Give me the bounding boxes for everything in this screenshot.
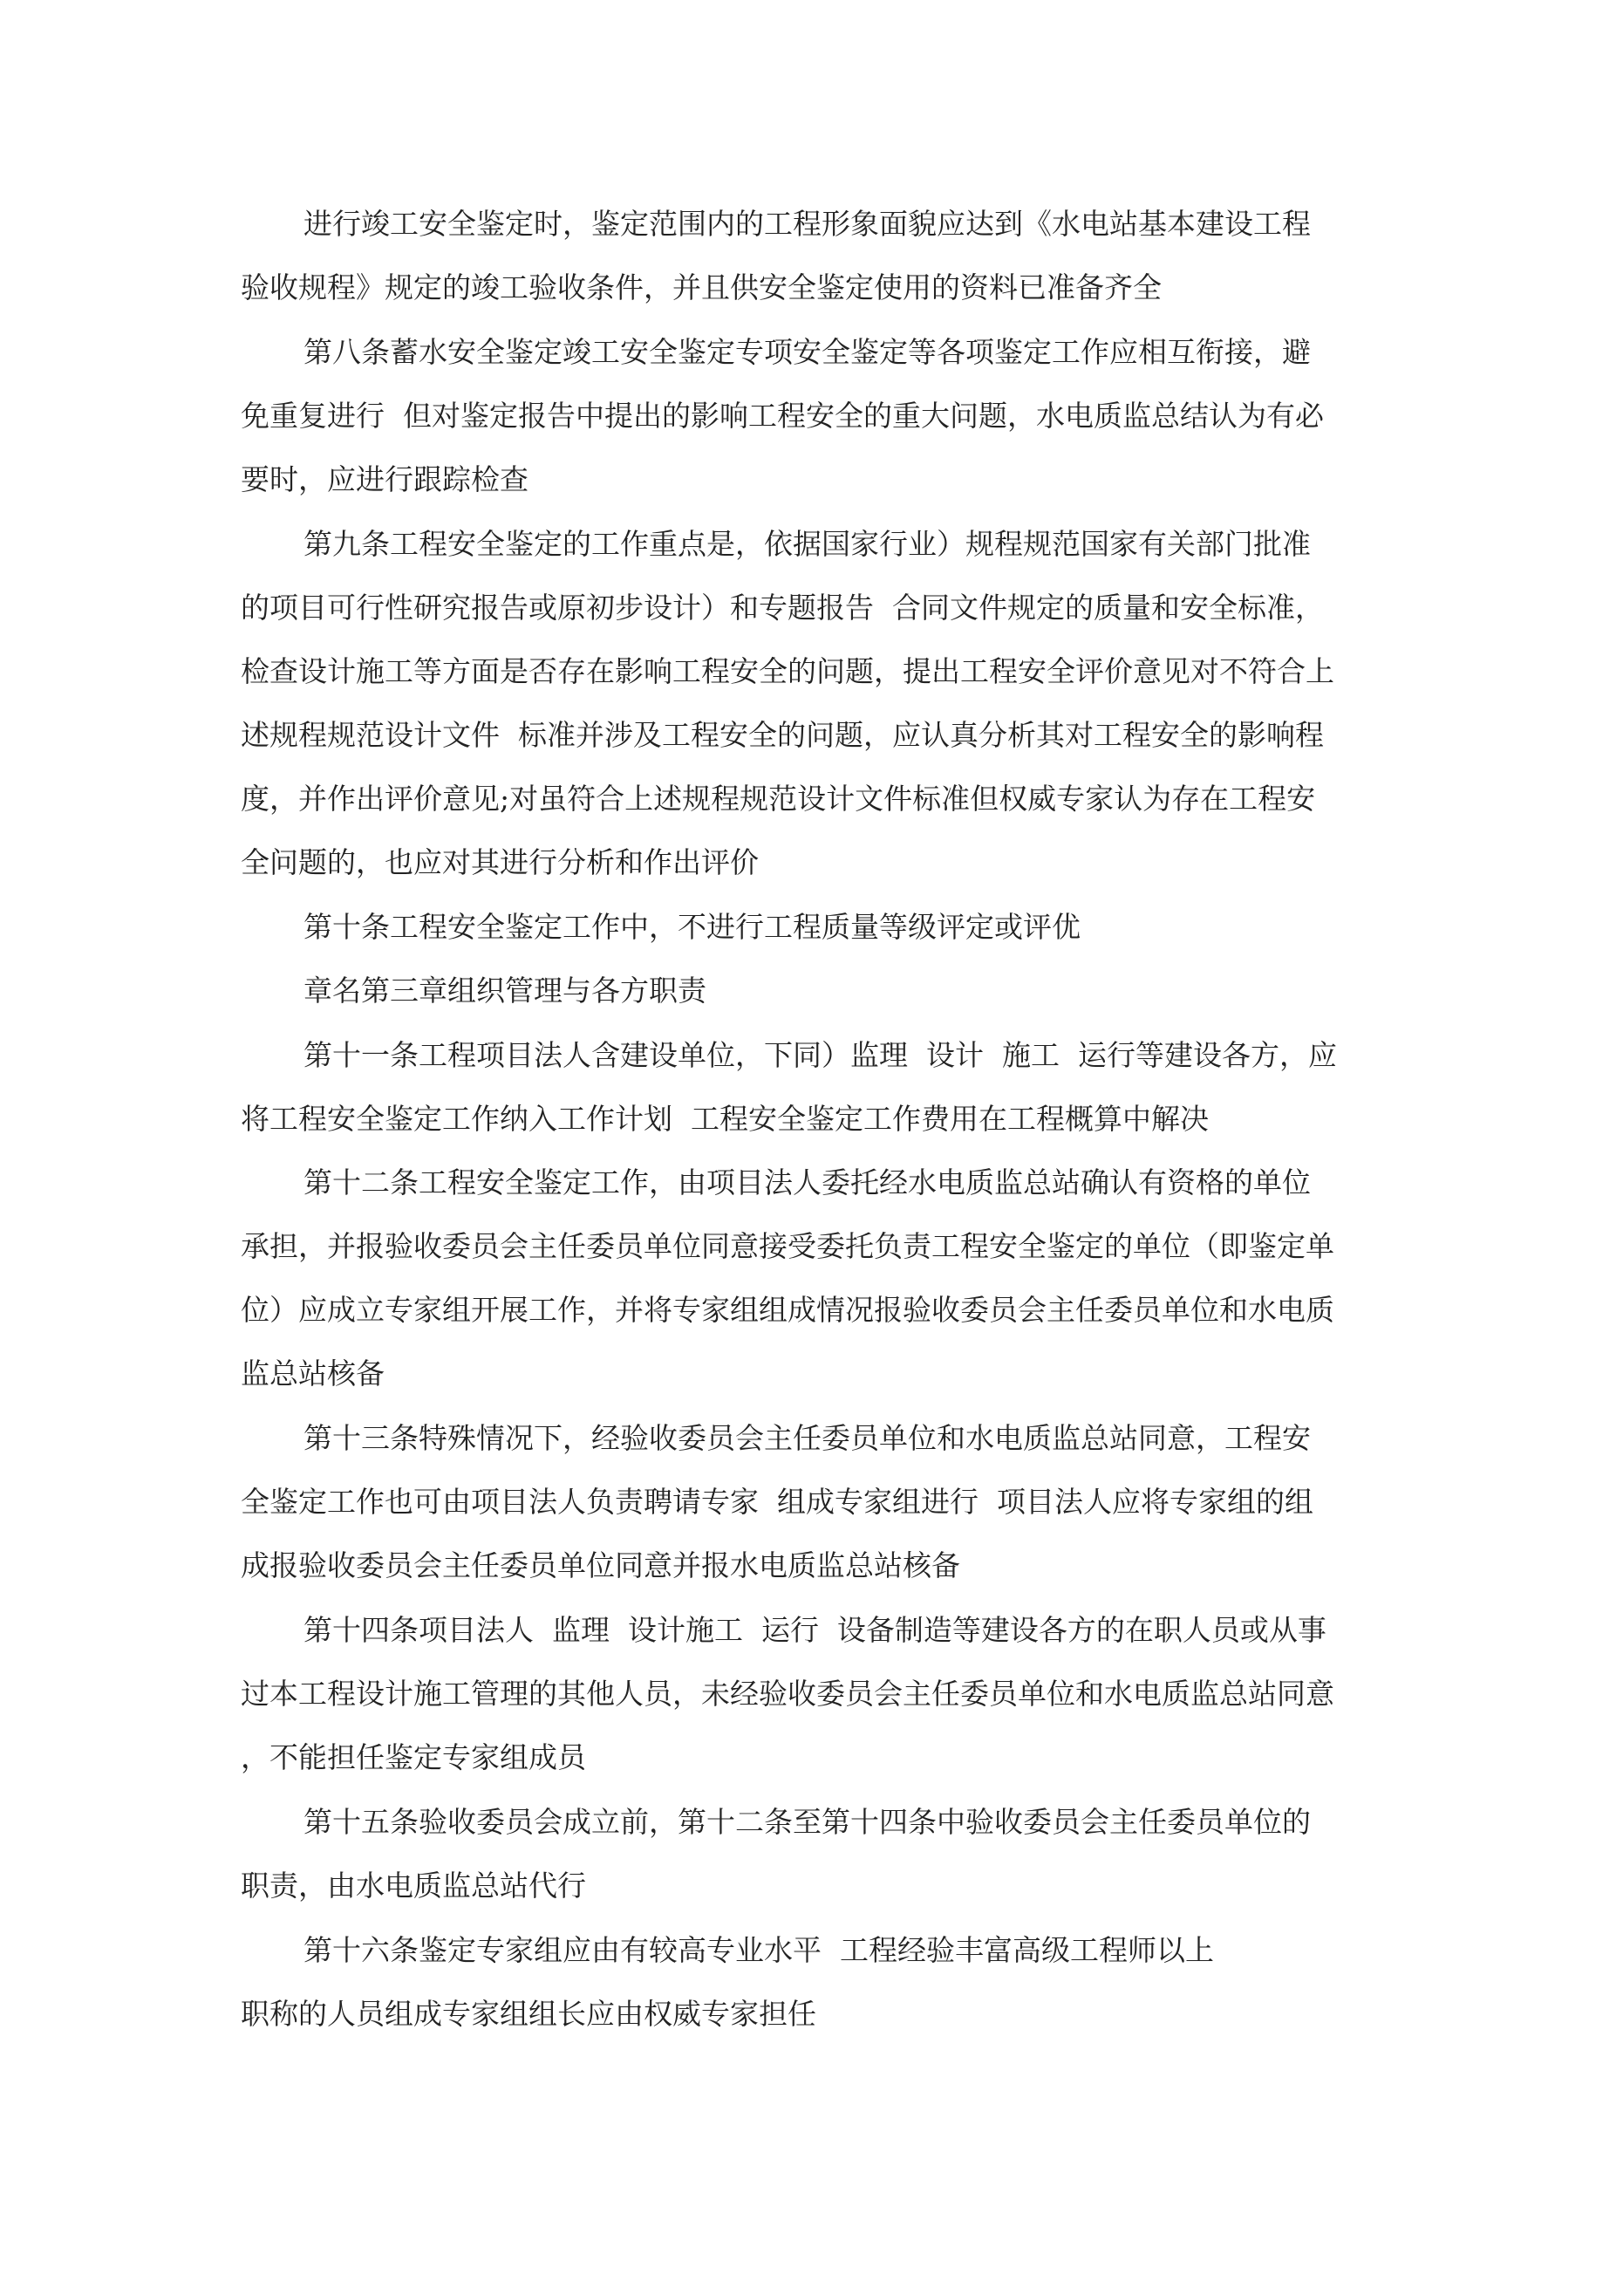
paragraph-line: 将工程安全鉴定工作纳入工作计划 工程安全鉴定工作费用在工程概算中解决 (241, 1102, 1209, 1136)
paragraph-line: 度，并作出评价意见;对虽符合上述规程规范设计文件标准但权威专家认为存在工程安 (241, 782, 1316, 816)
paragraph-line: 职称的人员组成专家组组长应由权威专家担任 (241, 1997, 816, 2031)
paragraph-line: 第十三条特殊情况下，经验收委员会主任委员单位和水电质监总站同意，工程安 (303, 1421, 1311, 1455)
paragraph-line: ，不能担任鉴定专家组成员 (241, 1740, 586, 1774)
paragraph-line: 进行竣工安全鉴定时，鉴定范围内的工程形象面貌应达到《水电站基本建设工程 (303, 207, 1311, 241)
paragraph-line: 全鉴定工作也可由项目法人负责聘请专家 组成专家组进行 项目法人应将专家组的组 (241, 1485, 1313, 1519)
paragraph-line: 检查设计施工等方面是否存在影响工程安全的问题，提出工程安全评价意见对不符合上 (241, 654, 1334, 688)
paragraph-line: 验收规程》规定的竣工验收条件，并且供安全鉴定使用的资料已准备齐全 (241, 270, 1162, 304)
chapter-heading: 章名第三章组织管理与各方职责 (303, 974, 706, 1008)
paragraph-line: 成报验收委员会主任委员单位同意并报水电质监总站核备 (241, 1548, 960, 1582)
paragraph-line: 第十五条验收委员会成立前，第十二条至第十四条中验收委员会主任委员单位的 (303, 1805, 1311, 1839)
paragraph-line: 职责，由水电质监总站代行 (241, 1869, 586, 1903)
paragraph-line: 第十一条工程项目法人含建设单位，下同）监理 设计 施工 运行等建设各方，应 (303, 1038, 1337, 1072)
paragraph-line: 全问题的，也应对其进行分析和作出评价 (241, 845, 759, 879)
paragraph-line: 第十条工程安全鉴定工作中，不进行工程质量等级评定或评优 (303, 910, 1081, 944)
paragraph-line: 承担，并报验收委员会主任委员单位同意接受委托负责工程安全鉴定的单位（即鉴定单 (241, 1229, 1334, 1263)
paragraph-line: 第九条工程安全鉴定的工作重点是，依据国家行业）规程规范国家有关部门批准 (303, 527, 1311, 561)
paragraph-line: 第十二条工程安全鉴定工作，由项目法人委托经水电质监总站确认有资格的单位 (303, 1165, 1311, 1199)
paragraph-line: 第十六条鉴定专家组应由有较高专业水平 工程经验丰富高级工程师以上 (303, 1933, 1214, 1967)
paragraph-line: 免重复进行 但对鉴定报告中提出的影响工程安全的重大问题，水电质监总结认为有必 (241, 399, 1324, 433)
paragraph-line: 的项目可行性研究报告或原初步设计）和专题报告 合同文件规定的质量和安全标准， (241, 591, 1324, 625)
paragraph-line: 位）应成立专家组开展工作，并将专家组组成情况报验收委员会主任委员单位和水电质 (241, 1293, 1334, 1327)
paragraph-line: 监总站核备 (241, 1356, 385, 1391)
paragraph-line: 述规程规范设计文件 标准并涉及工程安全的问题，应认真分析其对工程安全的影响程 (241, 718, 1324, 752)
paragraph-line: 过本工程设计施工管理的其他人员，未经验收委员会主任委员单位和水电质监总站同意 (241, 1677, 1334, 1711)
paragraph-line: 要时，应进行跟踪检查 (241, 462, 528, 496)
paragraph-line: 第十四条项目法人 监理 设计施工 运行 设备制造等建设各方的在职人员或从事 (303, 1613, 1326, 1647)
paragraph-line: 第八条蓄水安全鉴定竣工安全鉴定专项安全鉴定等各项鉴定工作应相互衔接，避 (303, 335, 1311, 369)
